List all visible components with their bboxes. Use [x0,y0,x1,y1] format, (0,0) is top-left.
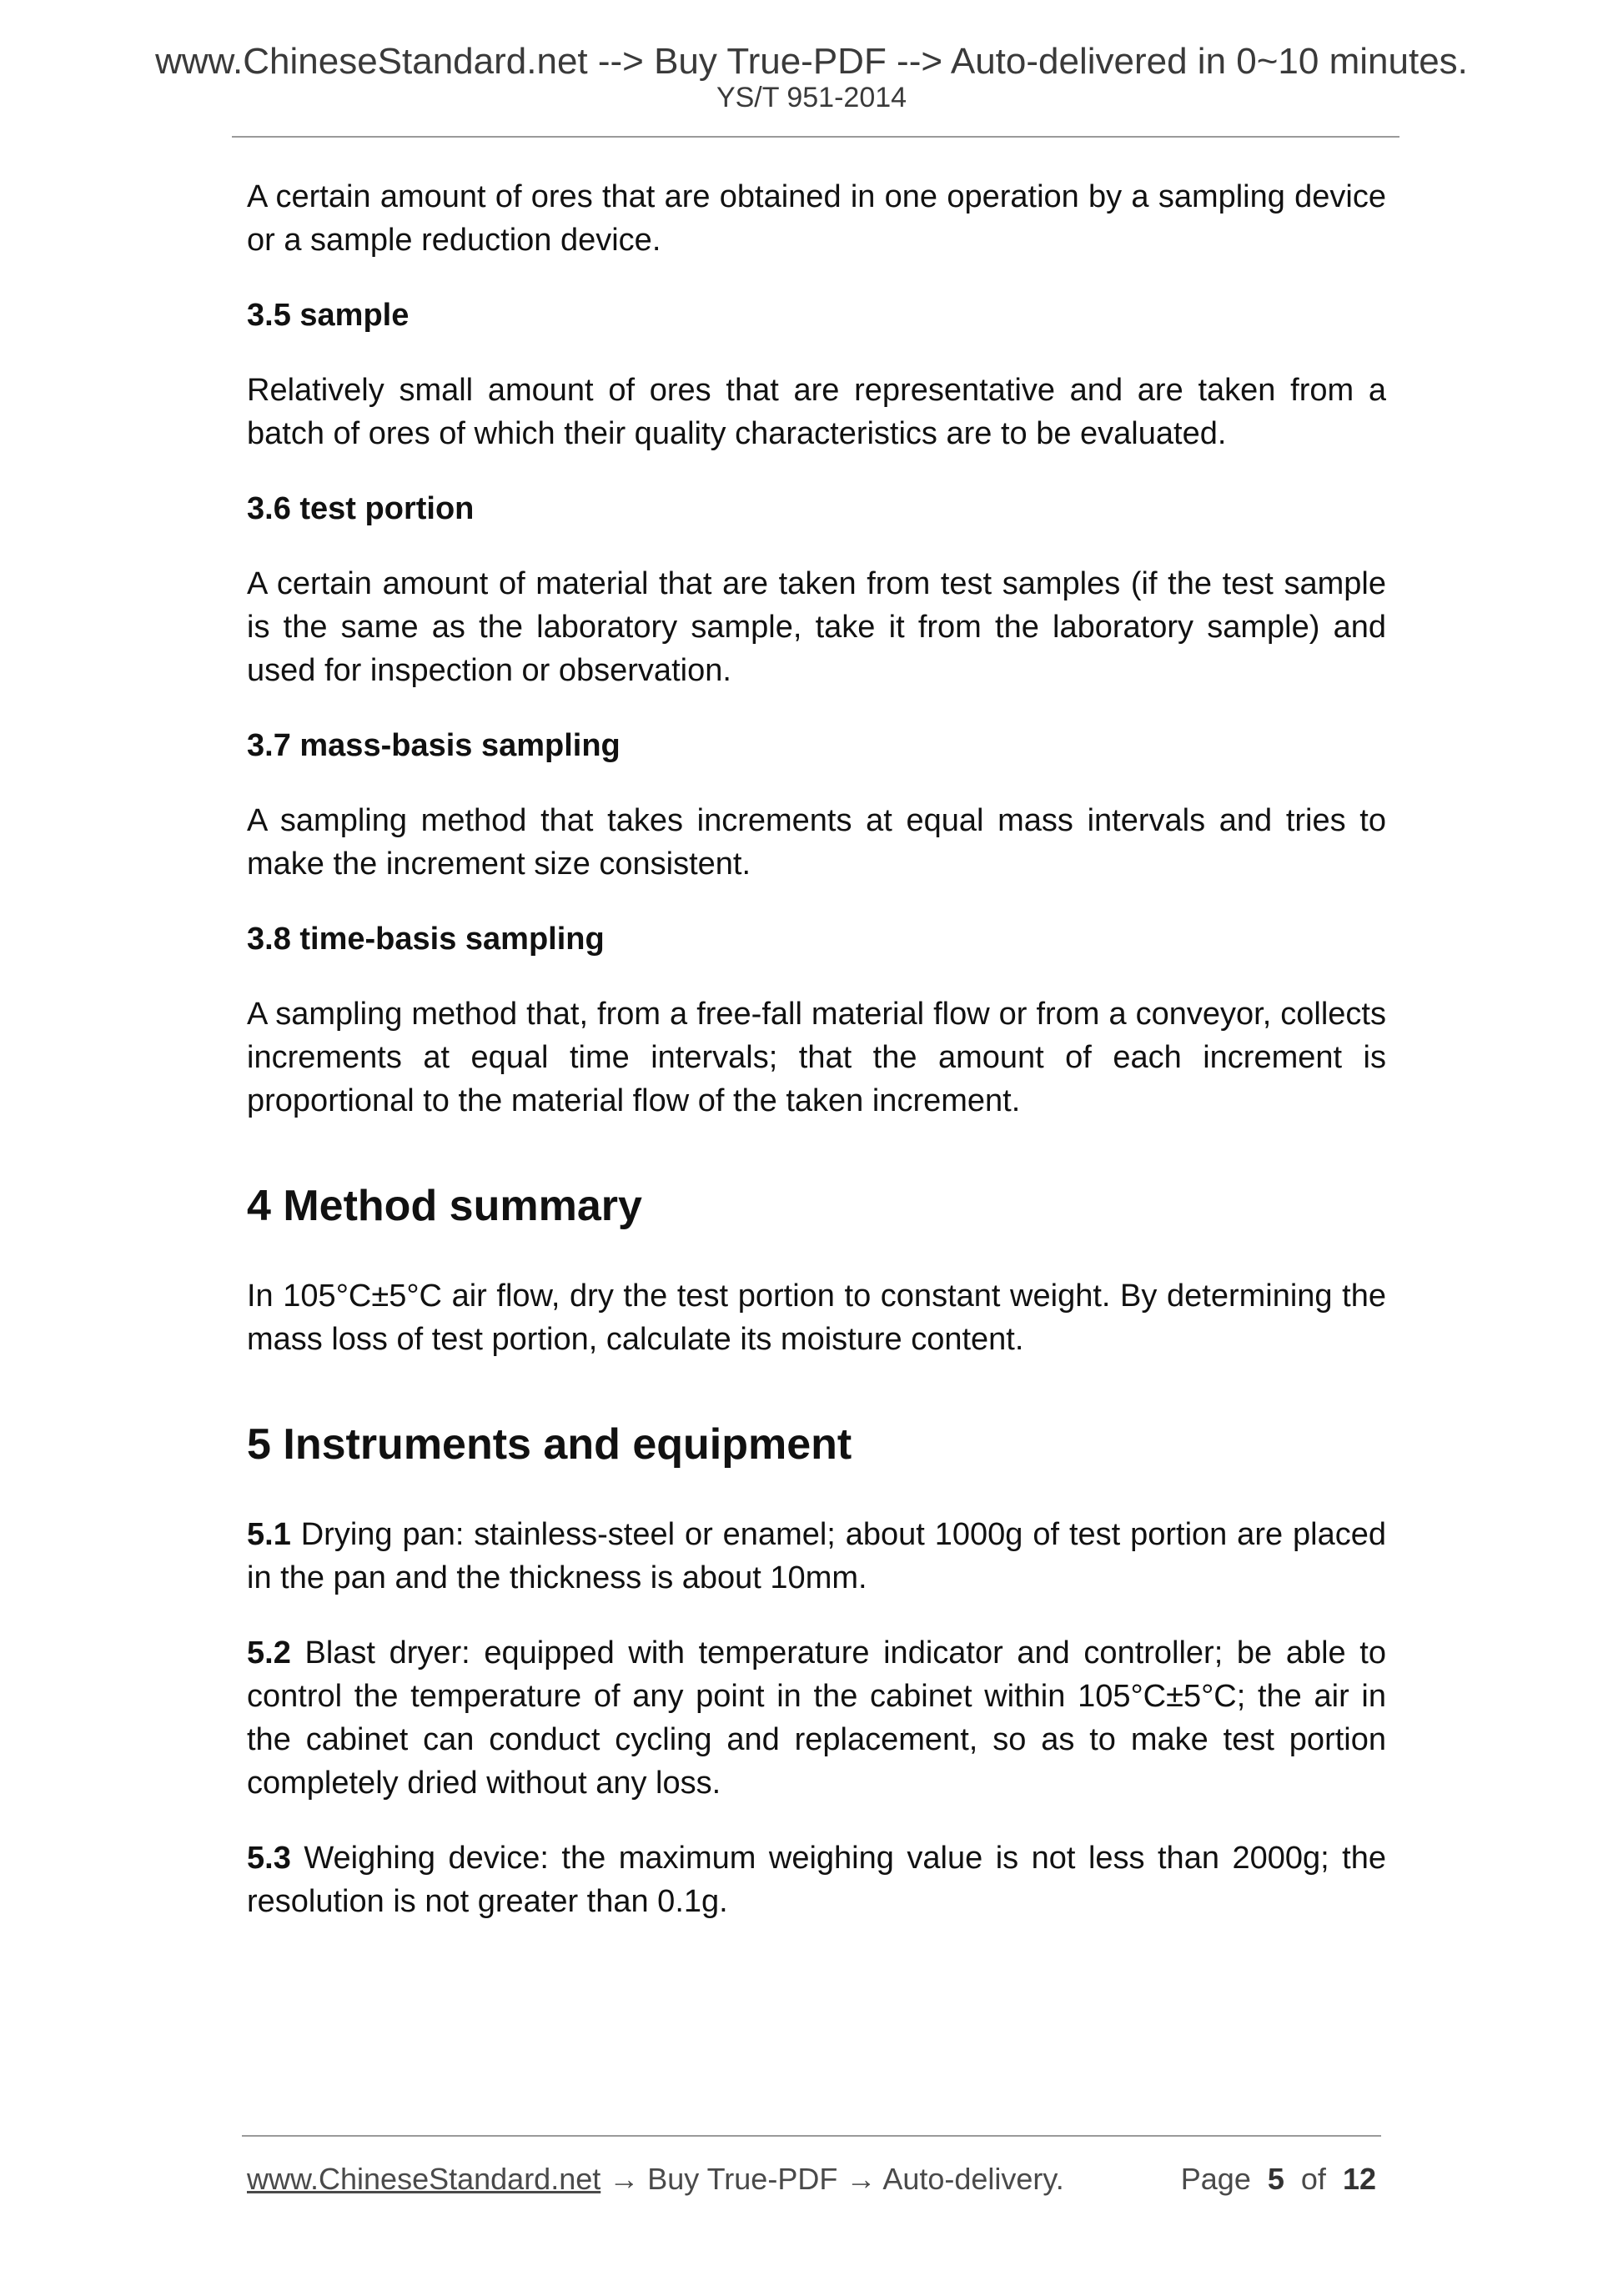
paragraph-3-7: A sampling method that takes increments at equal mass intervals and tries to make the increment size consistent. [247,803,1386,882]
document-body [247,175,1386,1923]
item-number: 5.3 [247,1841,291,1876]
item-number: 5.1 [247,1517,291,1552]
paragraph-3-5: Relatively small amount of ores that are representative and are taken from a batch of ores of which their quality characteristics are to be evaluated. [247,373,1386,451]
page-indicator [1181,2162,1376,2197]
header-banner: www.ChineseStandard.net --> Buy True-PDF --> Auto-delivered in 0~10 minutes. [155,41,1468,82]
heading-3-7: 3.7 mass-basis sampling [247,728,621,763]
heading-3-8: 3.8 time-basis sampling [247,922,605,957]
header-divider [232,136,1399,138]
footer-links [247,2162,1064,2197]
page-label: Page [1180,2162,1251,2196]
item-5-1 [247,1513,1386,1600]
heading-3-6: 3.6 test portion [247,491,475,526]
standard-number: YS/T 951-2014 [716,82,907,113]
footer-site-link[interactable]: www.ChineseStandard.net [247,2162,601,2196]
footer-tail-text: → Buy True-PDF → Auto-delivery. [600,2162,1064,2196]
footer-divider [242,2135,1381,2137]
paragraph-3-8: A sampling method that, from a free-fall material flow or from a conveyor, collects increments at equal time intervals; that the amount of each increment is proportional to the material flow of the taken increment. [247,997,1386,1118]
paragraph-4: In 105°C±5°C air flow, dry the test portion to constant weight. By determining the mass loss of test portion, calculate its moisture content. [247,1279,1386,1357]
paragraph-3-6: A certain amount of material that are taken from test samples (if the test sample is the same as the laboratory sample, take it from the laboratory sample) and used for inspection or observation. [247,566,1386,688]
item-number: 5.2 [247,1635,291,1671]
item-text: Blast dryer: equipped with temperature indicator and controller; be able to control the temperature of any point in the cabinet within 105°C±5°C; the air in the cabinet can conduct cycling and replacement, so as to make test portion completely dried without any loss. [247,1635,1386,1801]
item-5-3 [247,1836,1386,1923]
section-heading-5: 5 Instruments and equipment [247,1420,852,1469]
page-total: 12 [1342,2162,1376,2196]
item-text: Drying pan: stainless-steel or enamel; about 1000g of test portion are placed in the pan and the thickness is about 10mm. [247,1517,1386,1595]
paragraph-increment-definition: A certain amount of ores that are obtained in one operation by a sampling device or a sample reduction device. [247,179,1386,258]
item-text: Weighing device: the maximum weighing value is not less than 2000g; the resolution is not greater than 0.1g. [247,1841,1386,1919]
section-heading-4: 4 Method summary [247,1182,642,1230]
item-5-2 [247,1631,1386,1805]
heading-3-5: 3.5 sample [247,298,410,333]
page-current: 5 [1267,2162,1284,2196]
of-label: of [1300,2162,1326,2196]
